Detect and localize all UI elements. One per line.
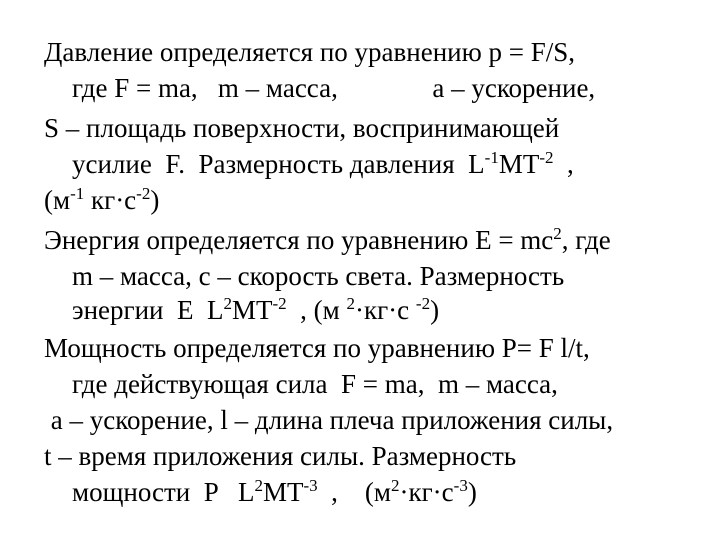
text-fragment: , — [553, 149, 574, 179]
text-fragment: ·кг·с — [399, 477, 454, 507]
text-line — [72, 72, 704, 104]
text-fragment: S – площадь поверхности, воспринимающей — [44, 113, 560, 143]
text-fragment: Мощность определяется по уравнению P= F l/t, — [44, 333, 590, 363]
text-fragment: ) — [150, 185, 160, 215]
text-fragment: MT — [498, 149, 540, 179]
text-fragment: усилие F. Размерность давления L — [72, 149, 485, 179]
superscript: 2 — [254, 476, 263, 495]
text-fragment: (м — [44, 185, 71, 215]
superscript: -3 — [453, 476, 468, 495]
text-line — [72, 368, 704, 400]
superscript: -1 — [484, 148, 499, 167]
text-line — [44, 112, 704, 144]
text-fragment: MT — [263, 477, 304, 507]
superscript: -2 — [539, 148, 554, 167]
superscript: -1 — [70, 184, 85, 203]
text-fragment: мощности P L — [72, 477, 255, 507]
text-fragment: , (м — [317, 477, 391, 507]
text-line — [44, 332, 704, 364]
text-fragment: кг·с — [84, 185, 137, 215]
text-fragment: ) — [430, 295, 440, 325]
superscript: -2 — [136, 184, 151, 203]
text-line — [44, 36, 704, 68]
text-fragment: где действующая сила F = ma, m – масса, — [72, 369, 558, 399]
text-fragment: , где — [561, 225, 611, 255]
text-line — [72, 294, 704, 326]
text-fragment: Давление определяется по уравнению p = F/S, — [44, 37, 576, 67]
superscript: 2 — [553, 224, 562, 243]
text-fragment: t – время приложения силы. Размерность — [44, 441, 517, 471]
text-fragment: m – масса, c – скорость света. Размерность — [72, 261, 565, 291]
superscript: -3 — [303, 476, 318, 495]
text-fragment: ·кг·с — [354, 295, 416, 325]
text-line — [72, 476, 704, 508]
superscript: -2 — [272, 294, 287, 313]
superscript: 2 — [391, 476, 400, 495]
text-line — [44, 440, 704, 472]
text-fragment: a – ускорение, l – длина плеча приложения силы, — [44, 405, 614, 435]
text-fragment: ) — [467, 477, 477, 507]
text-line — [72, 260, 704, 292]
text-line — [72, 148, 704, 180]
text-line — [44, 184, 704, 216]
superscript: 2 — [223, 294, 232, 313]
text-fragment: , (м — [286, 295, 347, 325]
superscript: -2 — [415, 294, 431, 313]
text-fragment: Энергия определяется по уравнению E = mc — [44, 225, 554, 255]
text-line — [44, 404, 704, 436]
text-fragment: где F = ma, m – масса, a – ускорение, — [72, 73, 596, 103]
text-fragment: MT — [231, 295, 273, 325]
text-line — [44, 224, 704, 256]
text-fragment: энергии E L — [72, 295, 224, 325]
superscript: 2 — [346, 294, 355, 313]
